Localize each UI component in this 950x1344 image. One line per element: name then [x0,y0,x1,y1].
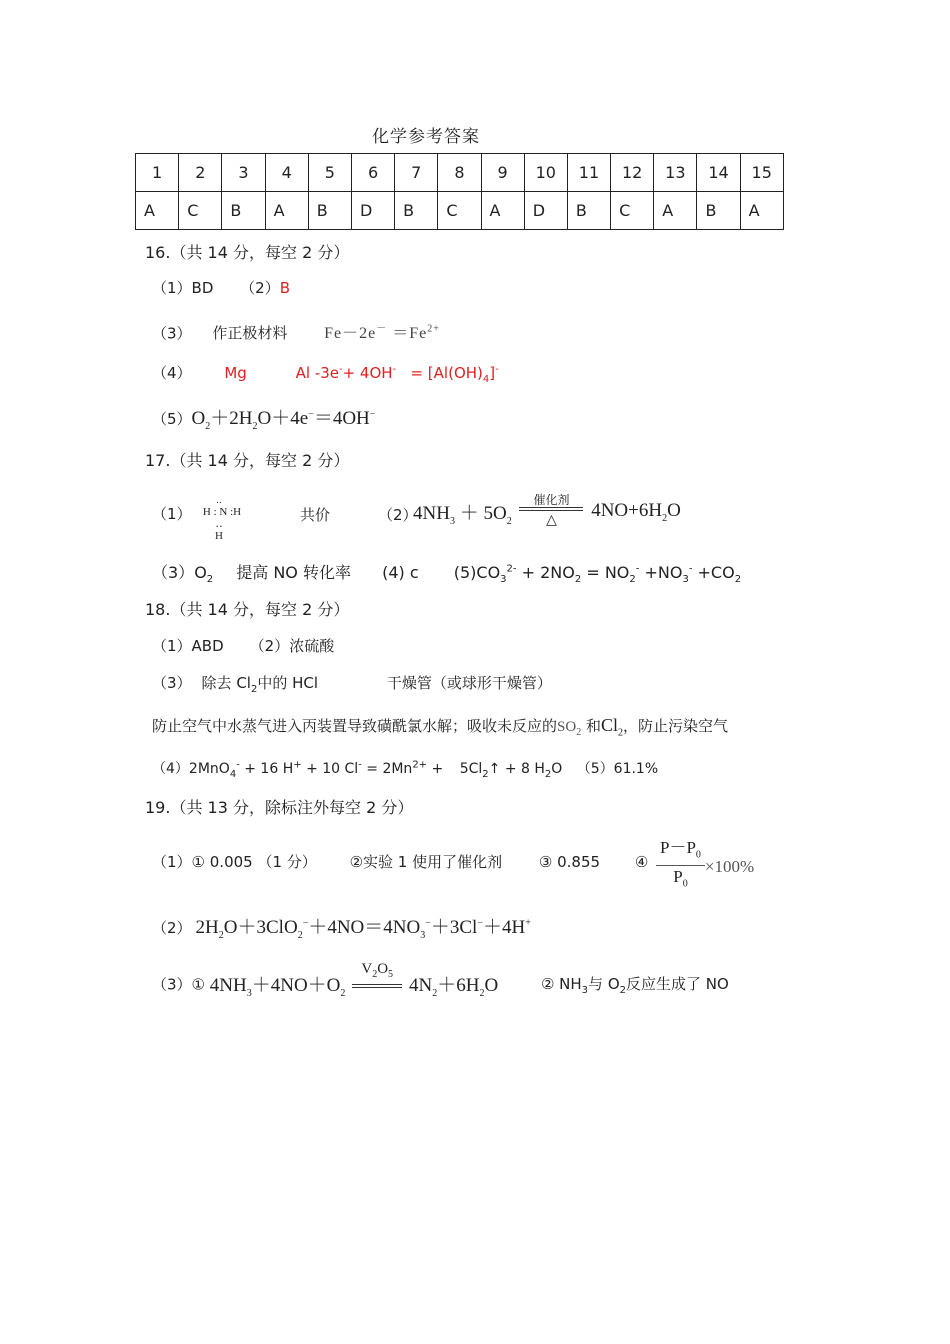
q19-line2: （2） $2H_2O+3ClO_2^-+4NO=4NO_3^-+3Cl^-+4H^+$ [152,917,531,941]
answer-cell: B [222,192,265,230]
answer-cell: D [351,192,394,230]
q16-line4 [152,362,499,385]
answer-cell: C [179,192,222,230]
q16-line5 [152,403,375,432]
q16-ans2: B [279,279,291,297]
q18-header: 18.（共 14 分，每空 2 分） [145,600,350,619]
answer-cell: A [740,192,783,230]
q18-line1: （1）ABD （2）浓硫酸 [152,637,335,655]
answer-cell: A [654,192,697,230]
q17-line3: $(3)O_2$ 提高 NO 转化率 (4) c $(5)CO_3^{2-} + 2NO_2 = NO_2^- +NO_3^- +CO_2$ [152,563,742,586]
question-number-cell: 15 [740,154,783,192]
question-number-cell: 6 [351,154,394,192]
q16-eq4: Al -3e-+ 4OH- = $[Al(OH)_4]^-$ [295,364,499,385]
question-number-cell: 1 [136,154,179,192]
answer-cell: C [611,192,654,230]
q16-eq3: $Fe-2e^- =Fe^{2+}$ [324,324,440,343]
question-number-cell: 11 [567,154,610,192]
answer-table [135,153,784,230]
question-number-cell: 8 [438,154,481,192]
answer-cell: A [265,192,308,230]
nh3-lewis-structure: ‥ H : N :H ‥ H [202,495,242,542]
q16-ans5-label: （5） [152,410,192,428]
q16-eq5: $O_2+2H_2O+4e^-=4OH^-$ [191,408,376,432]
table-row [136,192,784,230]
page-title: 化学参考答案 [372,127,480,147]
q17-eq2: $4NH_3 + 5O_2$ $\frac{\text{催化剂}}{\triangle}$ $4NO+6H_2O$ [413,493,681,528]
q19-header: 19.（共 13 分，除标注外每空 2 分） [145,798,414,817]
q16-line1 [152,277,290,298]
q16-ans3-label: （3） [152,324,192,343]
q19-line3: （3）① $4NH_3+4NO+O_2$ $V_2O_5$ $4N_2+6H_2O$ ② $NH_3$与 $O_2$反应生成了 NO [152,961,729,999]
q17-ans1-text: 共价 [300,506,331,524]
q16-ans2-label: （2） [240,279,280,297]
answer-cell: B [567,192,610,230]
q17-line1-label: （1） [152,505,192,523]
question-number-cell: 14 [697,154,740,192]
q16-header: 16.（共 14 分，每空 2 分） [145,243,350,262]
q16-ans4-metal: Mg [224,364,247,382]
question-number-cell: 4 [265,154,308,192]
question-number-cell: 7 [395,154,438,192]
table-row [136,154,784,192]
question-number-cell: 12 [611,154,654,192]
q17-ans2-label: （2） [378,506,418,524]
q16-line3 [152,320,440,343]
question-number-cell: 10 [524,154,567,192]
answer-cell: C [438,192,481,230]
answer-cell: B [697,192,740,230]
q18-line4: 防止空气中水蒸气进入丙装置导致磺酰氯水解；吸收未反应的$SO_2$ 和$Cl_2$，防止污染空气 [152,715,729,739]
q18-line5: （4）2MnO$_4$- + 16 H+ + 10 $Cl^- = 2Mn^{2+}$ + $5Cl_2↑ + 8$ $H_2O$ （5）61.1% [152,759,659,780]
q16-ans3-text: 作正极材料 [212,324,288,343]
q17-header: 17.（共 14 分，每空 2 分） [145,451,350,470]
answer-cell: B [395,192,438,230]
answer-cell: A [481,192,524,230]
answer-cell: A [136,192,179,230]
answer-cell: B [308,192,351,230]
q18-line3: （3） 除去 $Cl_2$中的 HCl 干燥管（或球形干燥管） [152,674,552,695]
question-number-cell: 13 [654,154,697,192]
question-number-cell: 9 [481,154,524,192]
question-number-cell: 3 [222,154,265,192]
q19-fraction: $\frac{P-P_0}{P_0}$ ×100% [656,838,754,896]
q16-ans1: （1）BD [152,279,214,297]
q19-line1: （1）① 0.005 （1 分） ②实验 1 使用了催化剂 ③ 0.855 ④ [152,853,649,871]
answer-cell: D [524,192,567,230]
question-number-cell: 5 [308,154,351,192]
q16-ans4-label: （4） [152,364,192,382]
question-number-cell: 2 [179,154,222,192]
